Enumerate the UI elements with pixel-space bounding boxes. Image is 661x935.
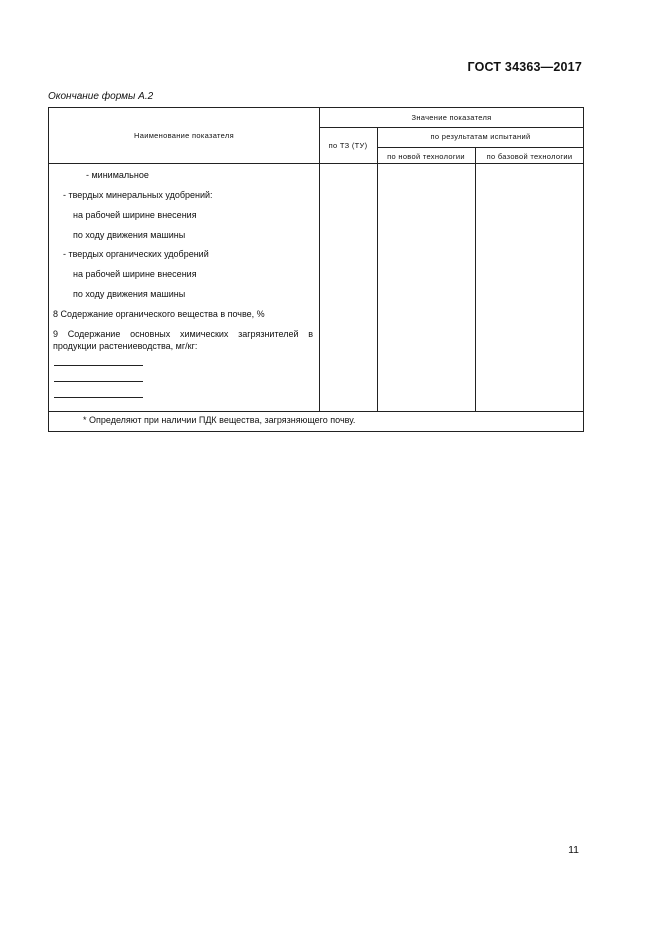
table-row: по ходу движения машины	[73, 289, 186, 299]
blank-entry-line	[54, 365, 143, 366]
table-row: на рабочей ширине внесения	[73, 269, 197, 279]
blank-entry-line	[54, 397, 143, 398]
table-row: - твердых минеральных удобрений:	[63, 190, 213, 200]
header-test-results: по результатам испытаний	[430, 132, 531, 141]
column-divider	[319, 108, 320, 411]
table-row: - минимальное	[86, 170, 149, 180]
table-row: - твердых органических удобрений	[63, 249, 209, 259]
header-base-technology: по базовой технологии	[486, 152, 573, 161]
table-footnote: * Определяют при наличии ПДК вещества, загрязняющего почву.	[83, 415, 356, 425]
header-indicator-value: Значение показателя	[411, 113, 492, 122]
column-divider	[475, 147, 476, 411]
header-by-tz: по ТЗ (ТУ)	[328, 141, 368, 150]
column-divider	[377, 127, 378, 411]
table-row: по ходу движения машины	[73, 230, 186, 240]
blank-entry-line	[54, 381, 143, 382]
header-bottom-line	[49, 163, 584, 164]
row-divider	[377, 147, 584, 148]
table-row: на рабочей ширине внесения	[73, 210, 197, 220]
footnote-divider	[49, 411, 584, 412]
table-row: 9 Содержание основных химических загрязнителей в продукции растениеводства, мг/кг:	[53, 329, 313, 351]
row-divider	[319, 127, 584, 128]
table-row: 8 Содержание органического вещества в почве, %	[53, 309, 265, 319]
page-number: 11	[568, 844, 579, 856]
form-caption: Окончание формы А.2	[48, 91, 154, 102]
header-new-technology: по новой технологии	[387, 152, 465, 161]
document-code: ГОСТ 34363—2017	[467, 60, 582, 74]
indicator-table	[48, 107, 584, 432]
header-indicator-name: Наименование показателя	[134, 131, 234, 140]
